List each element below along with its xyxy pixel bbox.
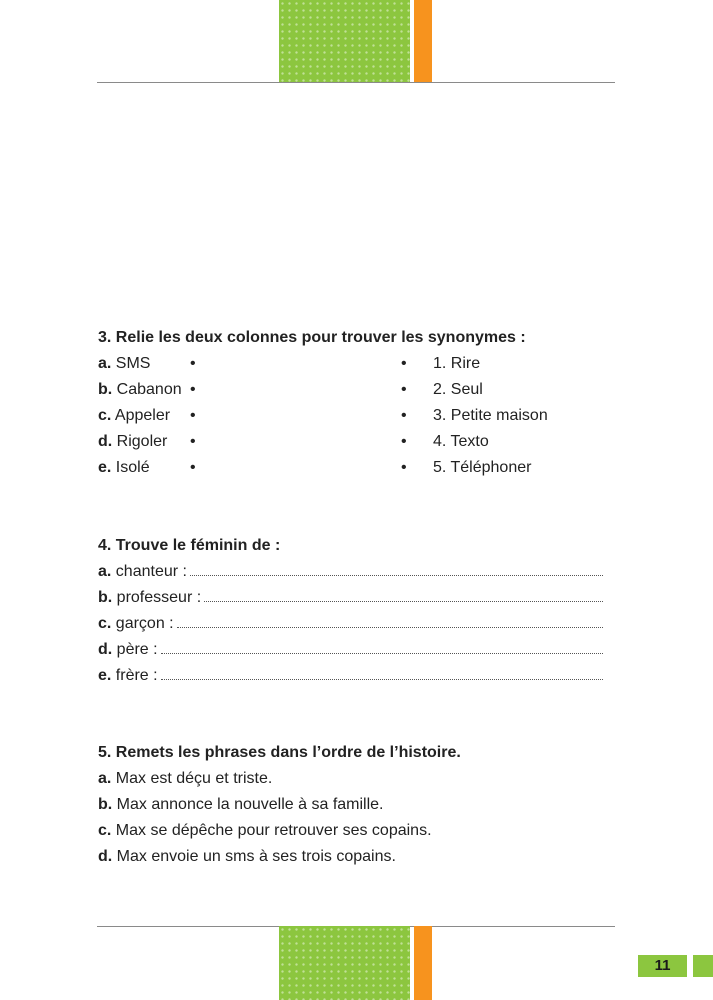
sentence-item: a. Max est déçu et triste. [98,770,273,787]
exercise-4-title: 4. Trouve le féminin de : [98,537,281,554]
page-tab [693,955,713,977]
match-row [98,403,603,429]
answer-line[interactable] [161,652,603,654]
match-row [98,455,603,481]
footer-orange-band [414,926,432,1000]
answer-line[interactable] [190,574,603,576]
header-rule [97,82,615,83]
left-item: c. Appeler [98,407,171,424]
sentence-item: d. Max envoie un sms à ses trois copains. [98,848,396,865]
header-orange-band [414,0,432,82]
left-bullet[interactable]: • [190,381,196,398]
left-bullet[interactable]: • [190,459,196,476]
right-item: 1. Rire [433,355,481,372]
fill-in-row: b. professeur : [98,585,603,611]
right-bullet[interactable]: • [401,355,407,372]
right-bullet[interactable]: • [401,459,407,476]
exercise-3 [98,325,603,481]
left-bullet[interactable]: • [190,407,196,424]
exercise-5-title: 5. Remets les phrases dans l’ordre de l’histoire. [98,744,461,761]
match-row [98,377,603,403]
exercise-3-title: 3. Relie les deux colonnes pour trouver les synonymes : [98,329,526,346]
exercise-5 [98,740,603,870]
header-green-band [279,0,410,82]
right-bullet[interactable]: • [401,381,407,398]
right-item: 2. Seul [433,381,483,398]
right-item: 4. Texto [433,433,489,450]
sentence-item: b. Max annonce la nouvelle à sa famille. [98,796,384,813]
answer-line[interactable] [177,626,603,628]
match-row [98,429,603,455]
match-row [98,351,603,377]
answer-line[interactable] [204,600,603,602]
page-number: 11 [638,955,687,977]
footer-green-band [279,926,410,1000]
right-item: 5. Téléphoner [433,459,532,476]
fill-in-row: e. frère : [98,663,603,689]
left-item: b. Cabanon [98,381,182,398]
answer-line[interactable] [161,678,603,680]
fill-in-row: a. chanteur : [98,559,603,585]
left-item: d. Rigoler [98,433,168,450]
left-bullet[interactable]: • [190,433,196,450]
fill-in-row: d. père : [98,637,603,663]
fill-in-row: c. garçon : [98,611,603,637]
left-item: e. Isolé [98,459,150,476]
left-bullet[interactable]: • [190,355,196,372]
exercise-4 [98,533,603,689]
left-item: a. SMS [98,355,151,372]
right-item: 3. Petite maison [433,407,548,424]
right-bullet[interactable]: • [401,407,407,424]
sentence-item: c. Max se dépêche pour retrouver ses copains. [98,822,432,839]
right-bullet[interactable]: • [401,433,407,450]
